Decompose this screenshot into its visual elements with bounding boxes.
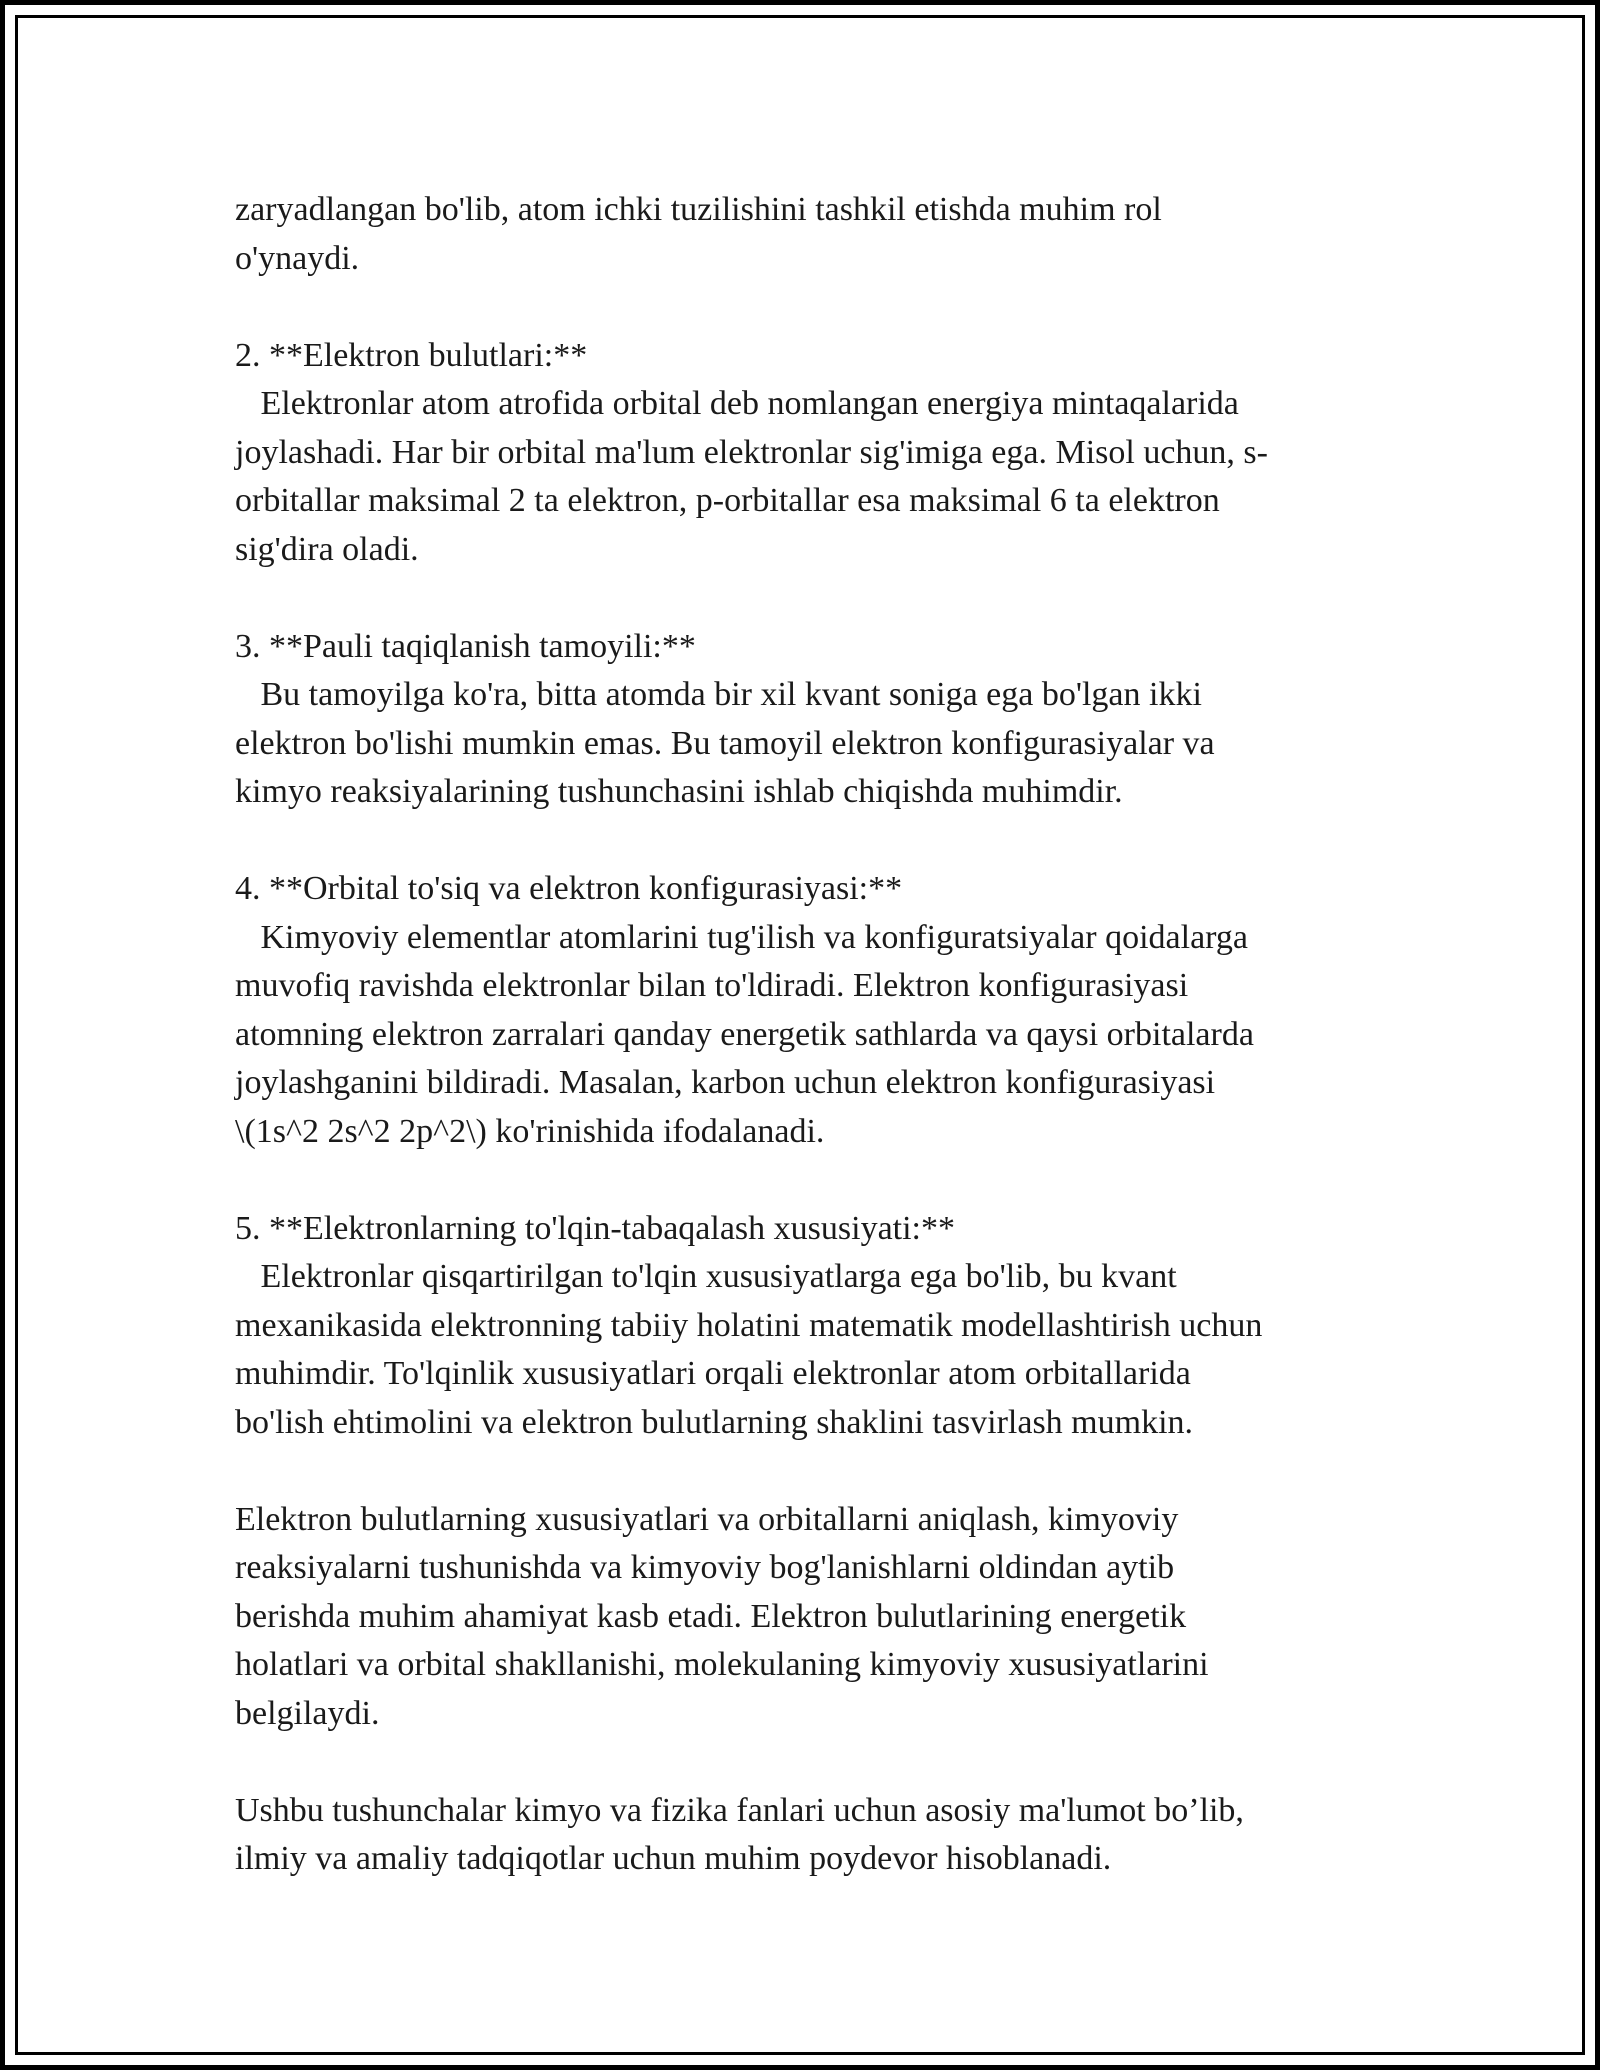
text-line: zaryadlangan bo'lib, atom ichki tuzilishini tashkil etishda muhim rol [235, 191, 1162, 228]
text-line: reaksiyalarni tushunishda va kimyoviy bog'lanishlarni oldindan aytib [235, 1549, 1175, 1586]
text-line: kimyo reaksiyalarining tushunchasini ishlab chiqishda muhimdir. [235, 773, 1123, 810]
text-line: Elektronlar atom atrofida orbital deb nomlangan energiya mintaqalarida [235, 385, 1239, 422]
text-line: o'ynaydi. [235, 239, 360, 277]
text-line: 4. **Orbital to'siq va elektron konfigurasiyasi:** [235, 870, 903, 907]
text-line: muhimdir. To'lqinlik xususiyatlari orqali elektronlar atom orbitallarida [235, 1355, 1191, 1392]
paragraph [235, 1496, 1365, 1739]
text-line: 2. **Elektron bulutlari:** [235, 336, 588, 374]
text-line: \(1s^2 2s^2 2p^2\) ko'rinishida ifodalanadi. [235, 1112, 825, 1150]
text-line: ilmiy va amaliy tadqiqotlar uchun muhim poydevor hisoblanadi. [235, 1840, 1112, 1877]
text-line: berishda muhim ahamiyat kasb etadi. Elektron bulutlarining energetik [235, 1597, 1187, 1635]
paragraph [235, 1205, 1365, 1448]
text-line: elektron bo'lishi mumkin emas. Bu tamoyil elektron konfigurasiyalar va [235, 724, 1215, 762]
text-line: bo'lish ehtimolini va elektron bulutlarning shaklini tasvirlash mumkin. [235, 1403, 1194, 1441]
paragraph [235, 623, 1365, 817]
text-line: Bu tamoyilga ko'ra, bitta atomda bir xil kvant soniga ega bo'lgan ikki [235, 676, 1202, 713]
text-line: sig'dira oladi. [235, 530, 419, 568]
text-line: joylashganini bildiradi. Masalan, karbon uchun elektron konfigurasiyasi [235, 1064, 1216, 1101]
document-body [235, 186, 1365, 1884]
paragraph [235, 865, 1365, 1156]
text-line: Elektronlar qisqartirilgan to'lqin xususiyatlarga ega bo'lib, bu kvant [235, 1258, 1177, 1295]
text-line: Elektron bulutlarning xususiyatlari va orbitallarni aniqlash, kimyoviy [235, 1500, 1179, 1538]
text-line: orbitallar maksimal 2 ta elektron, p-orbitallar esa maksimal 6 ta elektron [235, 482, 1220, 519]
text-line: Ushbu tushunchalar kimyo va fizika fanlari uchun asosiy ma'lumot bo’lib, [235, 1791, 1244, 1829]
text-line: holatlari va orbital shakllanishi, molekulaning kimyoviy xususiyatlarini [235, 1646, 1209, 1683]
text-line: muvofiq ravishda elektronlar bilan to'ldiradi. Elektron konfigurasiyasi [235, 967, 1189, 1004]
paragraph [235, 186, 1365, 283]
paragraph [235, 332, 1365, 575]
text-line: joylashadi. Har bir orbital ma'lum elektronlar sig'imiga ega. Misol uchun, s- [235, 433, 1268, 471]
text-line: mexanikasida elektronning tabiiy holatini matematik modellashtirish uchun [235, 1306, 1263, 1344]
text-line: 5. **Elektronlarning to'lqin-tabaqalash xususiyati:** [235, 1209, 955, 1247]
text-line: atomning elektron zarralari qanday energetik sathlarda va qaysi orbitalarda [235, 1015, 1254, 1053]
text-line: 3. **Pauli taqiqlanish tamoyili:** [235, 627, 696, 665]
text-line: Kimyoviy elementlar atomlarini tug'ilish va konfiguratsiyalar qoidalarga [235, 918, 1248, 956]
text-line: belgilaydi. [235, 1694, 380, 1732]
paragraph [235, 1787, 1365, 1884]
